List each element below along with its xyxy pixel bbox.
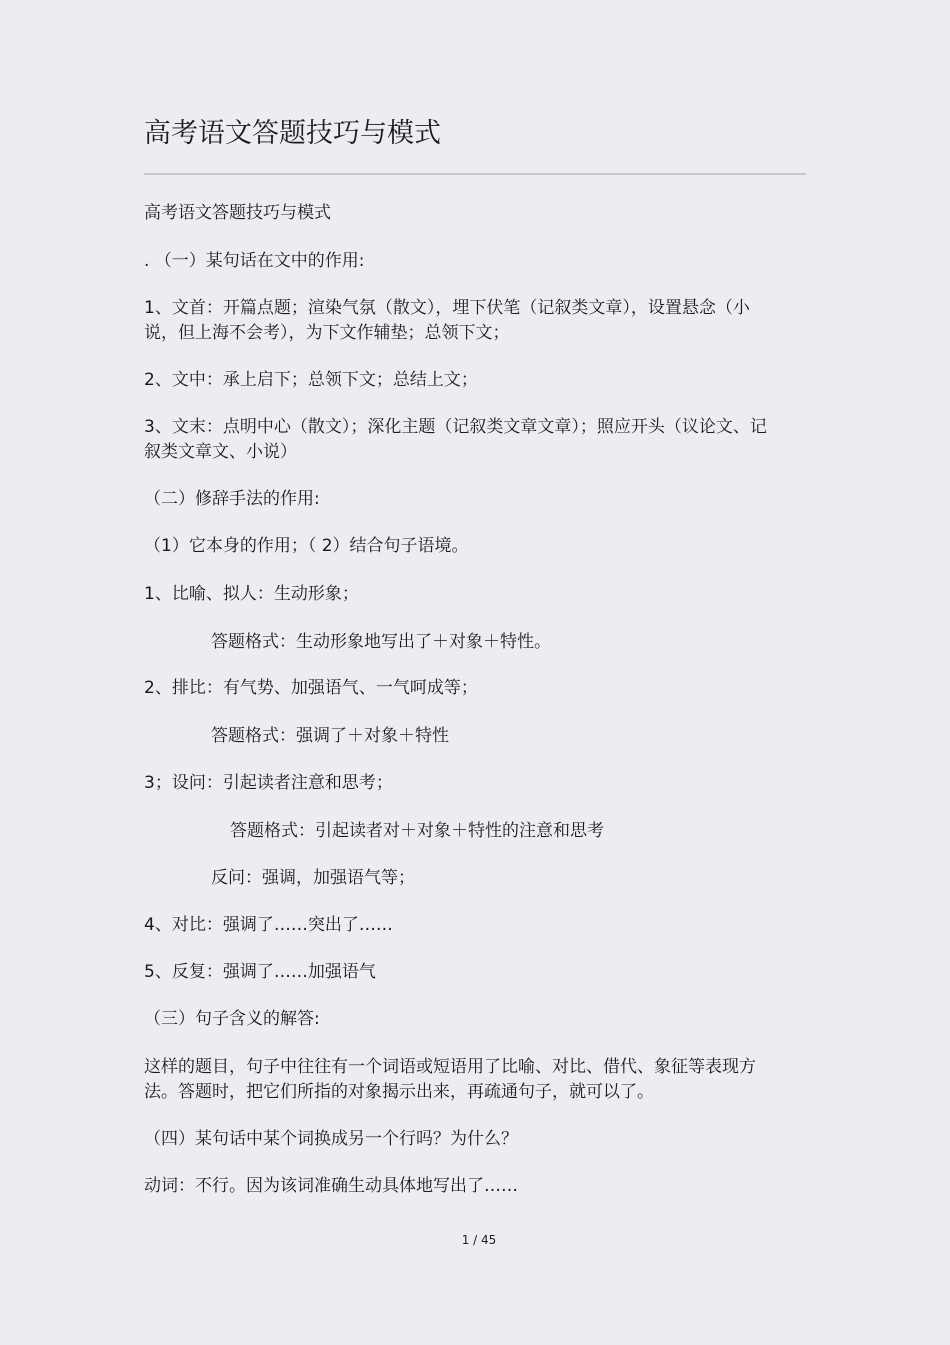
section-heading-1: . （一）某句话在文中的作用: [144, 251, 365, 271]
paragraph: 5、反复：强调了……加强语气 [144, 962, 376, 982]
document-title: 高考语文答题技巧与模式 [144, 118, 441, 149]
paragraph: 3、文末：点明中心（散文）；深化主题（记叙类文章文章）；照应开头（议论文、记叙类文章文、小说） [144, 417, 767, 462]
paragraph: 2、排比：有气势、加强语气、一气呵成等； [144, 678, 478, 698]
answer-format: 答题格式：强调了＋对象＋特性 [211, 726, 449, 746]
answer-format: 答题格式：引起读者对＋对象＋特性的注意和思考 [230, 821, 604, 841]
answer-format: 答题格式：生动形象地写出了＋对象＋特性。 [211, 632, 551, 652]
paragraph: 这样的题目，句子中往往有一个词语或短语用了比喻、对比、借代、象征等表现方法。答题时，把它们所指的对象揭示出来，再疏通句子，就可以了。 [144, 1057, 756, 1102]
paragraph: 1、比喻、拟人：生动形象； [144, 584, 359, 604]
title-divider [144, 173, 806, 175]
paragraph: 动词：不行。因为该词准确生动具体地写出了…… [144, 1176, 518, 1196]
section-heading-4: （四）某句话中某个词换成另一个行吗？为什么？ [144, 1129, 518, 1149]
subtitle: 高考语文答题技巧与模式 [144, 203, 331, 223]
page-number: 1 / 45 [461, 1233, 497, 1247]
paragraph: 1、文首：开篇点题；渲染气氛（散文），埋下伏笔（记叙类文章），设置悬念（小说，但上海不会考），为下文作辅垫；总领下文； [144, 298, 750, 343]
section-heading-3: （三）句子含义的解答: [144, 1009, 320, 1029]
paragraph: 反问：强调，加强语气等； [211, 868, 415, 888]
paragraph: 2、文中：承上启下；总领下文；总结上文； [144, 370, 478, 390]
paragraph: （1）它本身的作用；（ 2）结合句子语境。 [144, 536, 469, 556]
section-heading-2: （二）修辞手法的作用: [144, 489, 320, 509]
paragraph: 3；设问：引起读者注意和思考； [144, 773, 393, 793]
paragraph: 4、对比：强调了……突出了…… [144, 915, 393, 935]
